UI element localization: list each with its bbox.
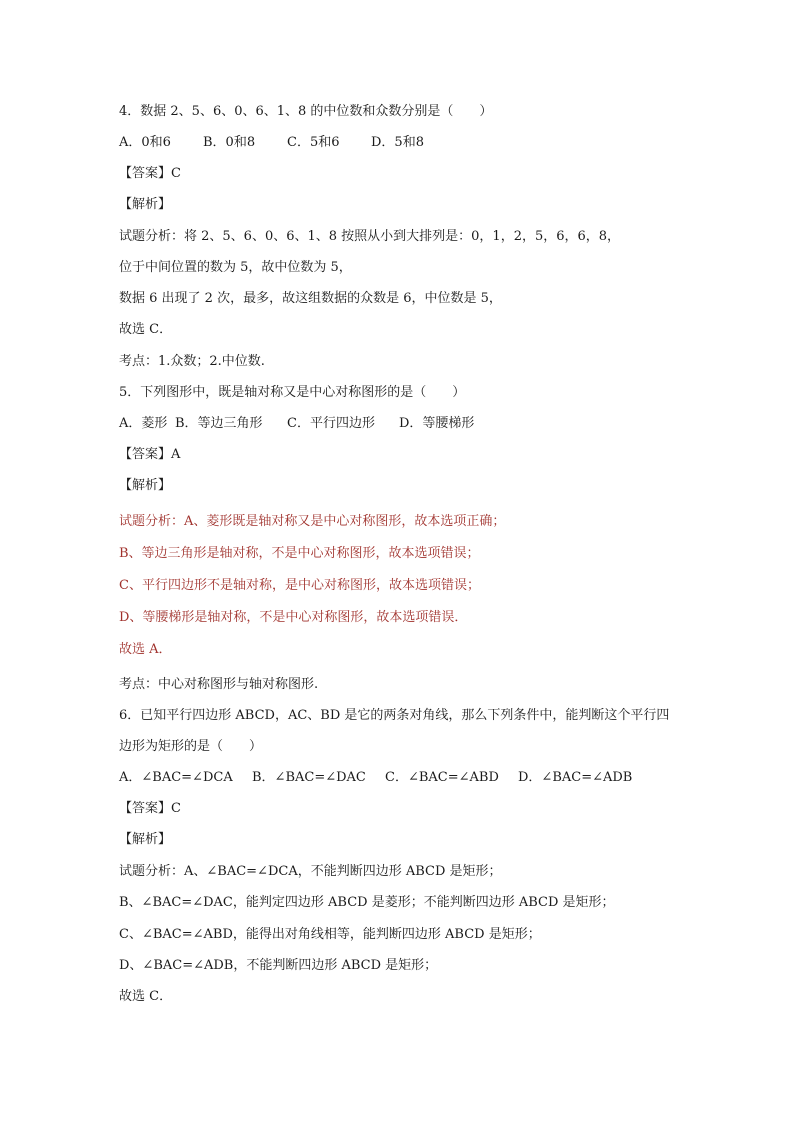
q6-option-c: C．∠BAC=∠ABD (385, 770, 499, 785)
q5-analysis-header: 【解析】 (119, 478, 172, 493)
q6-answer: 【答案】C (119, 801, 181, 816)
q5-analysis-line: D、等腰梯形是轴对称，不是中心对称图形，故本选项错误． (119, 610, 468, 625)
q6-option-b: B．∠BAC=∠DAC (252, 770, 366, 785)
q6-options (119, 769, 632, 787)
q4-analysis-line: 故选 C． (119, 322, 173, 337)
q4-answer: 【答案】C (119, 166, 181, 181)
q5-option-b: B．等边三角形 (175, 416, 263, 431)
q6-analysis-line: D、∠BAC=∠ADB，不能判断四边形 ABCD 是矩形； (119, 958, 438, 973)
q6-option-a: A．∠BAC=∠DCA (119, 770, 233, 785)
q5-option-c: C．平行四边形 (287, 416, 375, 431)
q5-analysis-line: 故选 A． (119, 642, 172, 657)
q5-option-a: A．菱形 (119, 416, 168, 431)
q5-answer: 【答案】A (119, 447, 181, 462)
q6-analysis-line: 故选 C． (119, 989, 173, 1004)
q4-analysis-line: 试题分析：将 2、5、6、0、6、1、8 按照从小到大排列是：0，1，2，5，6，6，8， (119, 229, 621, 244)
q6-option-d: D．∠BAC=∠ADB (518, 770, 633, 785)
q6-stem: 边形为矩形的是（ ） (119, 739, 263, 754)
q4-analysis-line: 数据 6 出现了 2 次，最多，故这组数据的众数是 6，中位数是 5， (119, 291, 502, 306)
q4-analysis-header: 【解析】 (119, 197, 172, 212)
q4-option-a: A．0和6 (119, 135, 171, 150)
q5-stem: 5．下列图形中，既是轴对称又是中心对称图形的是（ ） (119, 385, 466, 400)
q4-option-d: D．5和8 (371, 135, 424, 150)
q4-stem: 4．数据 2、5、6、0、6、1、8 的中位数和众数分别是（ ） (119, 104, 493, 119)
q4-analysis-line: 位于中间位置的数为 5，故中位数为 5， (119, 260, 352, 275)
q6-analysis-header: 【解析】 (119, 832, 172, 847)
q4-option-b: B．0和8 (203, 135, 256, 150)
q6-analysis-line: B、∠BAC=∠DAC，能判定四边形 ABCD 是菱形；不能判断四边形 ABCD 是矩形； (119, 895, 615, 910)
q5-analysis-line: B、等边三角形是轴对称，不是中心对称图形，故本选项错误； (119, 546, 480, 561)
q5-analysis-line: 试题分析：A、菱形既是轴对称又是中心对称图形，故本选项正确； (119, 514, 506, 529)
q5-analysis-line: C、平行四边形不是轴对称，是中心对称图形，故本选项错误； (119, 578, 480, 593)
q4-keypoint: 考点：1.众数；2.中位数. (119, 354, 265, 369)
q6-analysis-line: 试题分析：A、∠BAC=∠DCA，不能判断四边形 ABCD 是矩形； (119, 864, 502, 879)
q5-options (119, 415, 474, 433)
q4-options (119, 134, 424, 152)
q4-option-c: C．5和6 (287, 135, 340, 150)
q6-analysis-line: C、∠BAC=∠ABD，能得出对角线相等，能判断四边形 ABCD 是矩形； (119, 927, 541, 942)
q5-keypoint: 考点：中心对称图形与轴对称图形. (119, 677, 319, 692)
q5-option-d: D．等腰梯形 (399, 416, 475, 431)
q6-stem: 6．已知平行四边形 ABCD，AC、BD 是它的两条对角线，那么下列条件中，能判断这个平行四 (119, 708, 670, 723)
